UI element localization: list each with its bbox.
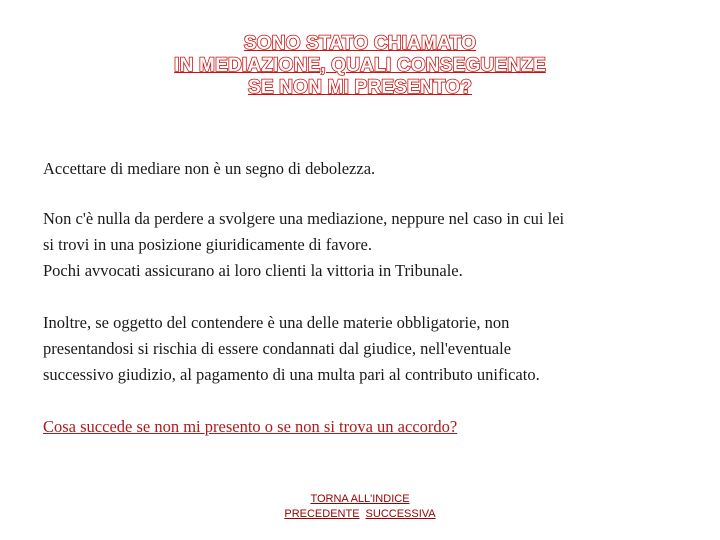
page-title (0, 33, 720, 99)
paragraph-line: Accettare di mediare non è un segno di debolezza. (43, 159, 376, 178)
title-line-1: SONO STATO CHIAMATO (243, 33, 477, 54)
paragraph-intro (43, 156, 643, 182)
back-to-index-link[interactable]: TORNA ALL'INDICE (310, 493, 410, 505)
nav-index-row (0, 492, 720, 507)
paragraph-line: successivo giudizio, al pagamento di una multa pari al contributo unificato. (43, 365, 540, 384)
next-link[interactable]: SUCCESSIVA (365, 508, 436, 520)
paragraph-consequences (43, 310, 643, 388)
paragraph-line: si trovi in una posizione giuridicamente di favore. (43, 235, 372, 254)
paragraph-line: Pochi avvocati assicurano ai loro clienti la vittoria in Tribunale. (43, 261, 463, 280)
previous-link[interactable]: PRECEDENTE (284, 508, 360, 520)
paragraph-line: presentandosi si rischia di essere condannati dal giudice, nell'eventuale (43, 339, 512, 358)
paragraph-line: Non c'è nulla da perdere a svolgere una mediazione, neppure nel caso in cui lei (43, 209, 565, 228)
paragraph-nothing-to-lose (43, 206, 643, 284)
what-happens-link[interactable]: Cosa succede se non mi presento o se non si trova un accordo? (43, 417, 458, 436)
nav-pager-row (0, 507, 720, 522)
paragraph-line: Inoltre, se oggetto del contendere è una delle materie obbligatorie, non (43, 313, 510, 332)
title-line-2: IN MEDIAZIONE, QUALI CONSEGUENZE (174, 55, 546, 76)
title-line-3: SE NON MI PRESENTO? (247, 77, 473, 98)
